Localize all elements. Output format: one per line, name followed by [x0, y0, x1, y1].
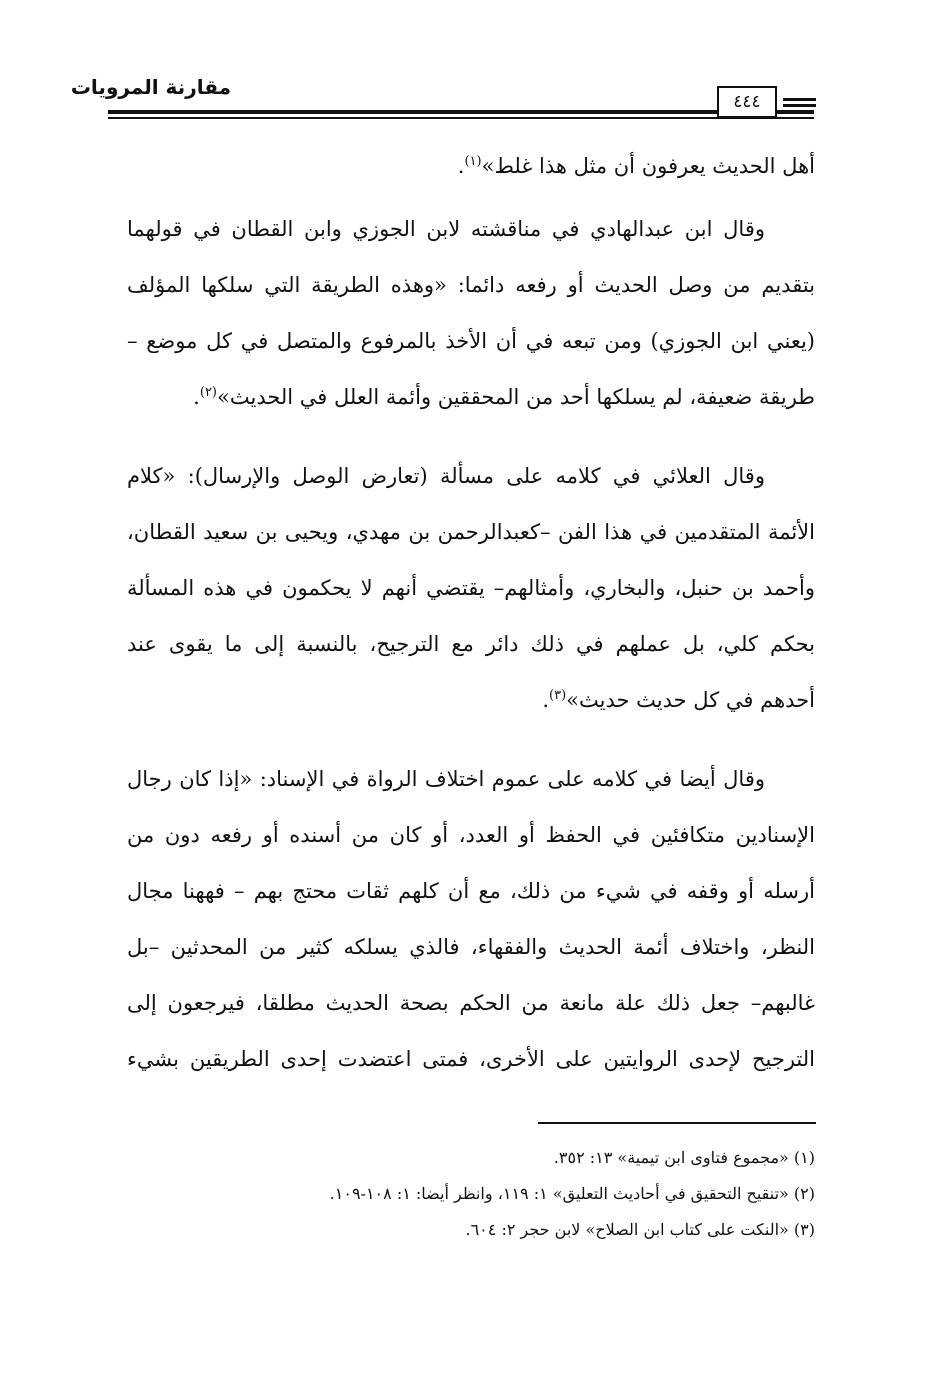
- footnote-ref: (٢): [199, 385, 217, 400]
- page-number: ٤٤٤: [717, 86, 777, 118]
- paragraph-2: [127, 201, 815, 425]
- footnote-ref: (٣): [549, 688, 567, 703]
- text-line: وقال أيضا في كلامه على عموم اختلاف الرواة في الإسناد: «إذا كان رجال: [127, 767, 765, 791]
- text-line: طريقة ضعيفة، لم يسلكها أحد من المحققين وأئمة العلل في الحديث»$^{(٢)}$.: [193, 385, 815, 409]
- text-line: أحدهم في كل حديث حديث»$^{(٣)}$.: [542, 688, 815, 712]
- footnote-ref: (١): [464, 154, 482, 169]
- paragraph-4: [127, 751, 815, 1087]
- text-line: أهل الحديث يعرفون أن مثل هذا غلط»$^{(١)}$.: [457, 154, 815, 178]
- text-line: الترجيح لإحدى الروايتين على الأخرى، فمتى اعتضدت إحدى الطريقين بشيء: [127, 1047, 815, 1071]
- text-line: أرسله أو وقفه في شيء من ذلك، مع أن كلهم ثقات محتج بهم – فههنا مجال: [127, 879, 815, 903]
- running-title: مقارنة المرويات: [70, 75, 231, 99]
- text-line: وقال ابن عبدالهادي في مناقشته لابن الجوزي وابن القطان في قولهما: [127, 217, 765, 241]
- footnote-1: (١) «مجموع فتاوى ابن تيمية» ١٣: ٣٥٢.: [553, 1148, 815, 1167]
- footnote-separator: [538, 1122, 816, 1124]
- header-rule-thick: [108, 110, 814, 114]
- footnote-2: (٢) «تنقيح التحقيق في أحاديث التعليق» ١: ١١٩، وانظر أيضا: ١: ١٠٨-١٠٩.: [329, 1184, 815, 1203]
- text-line: (يعني ابن الجوزي) ومن تبعه في أن الأخذ بالمرفوع والمتصل في كل موضع –: [127, 329, 815, 353]
- footnotes: [127, 1140, 815, 1248]
- folio-dash: [783, 104, 816, 107]
- text-line: وقال العلائي في كلامه على مسألة (تعارض الوصل والإرسال): «كلام: [127, 464, 765, 488]
- folio-dash: [783, 98, 816, 101]
- paragraph-3: [127, 448, 815, 728]
- paragraph-1: [127, 138, 815, 194]
- header-rule-thin: [108, 117, 814, 119]
- text-line: الأئمة المتقدمين في هذا الفن –كعبدالرحمن بن مهدي، ويحيى بن سعيد القطان،: [127, 520, 815, 544]
- text-line: الإسنادين متكافئين في الحفظ أو العدد، أو كان من أسنده أو رفعه دون من: [127, 823, 815, 847]
- text-line: النظر، واختلاف أئمة الحديث والفقهاء، فالذي يسلكه كثير من المحدثين –بل: [127, 935, 815, 959]
- text-line: بحكم كلي، بل عملهم في ذلك دائر مع الترجيح، بالنسبة إلى ما يقوى عند: [127, 632, 815, 656]
- text-line: غالبهم– جعل ذلك علة مانعة من الحكم بصحة الحديث مطلقا، فيرجعون إلى: [127, 991, 815, 1015]
- footnote-3: (٣) «النكت على كتاب ابن الصلاح» لابن حجر ٢: ٦٠٤.: [465, 1220, 815, 1239]
- text-line: وأحمد بن حنبل، والبخاري، وأمثالهم– يقتضي أنهم لا يحكمون في هذه المسألة: [127, 576, 815, 600]
- text-line: بتقديم من وصل الحديث أو رفعه دائما: «وهذه الطريقة التي سلكها المؤلف: [127, 273, 815, 297]
